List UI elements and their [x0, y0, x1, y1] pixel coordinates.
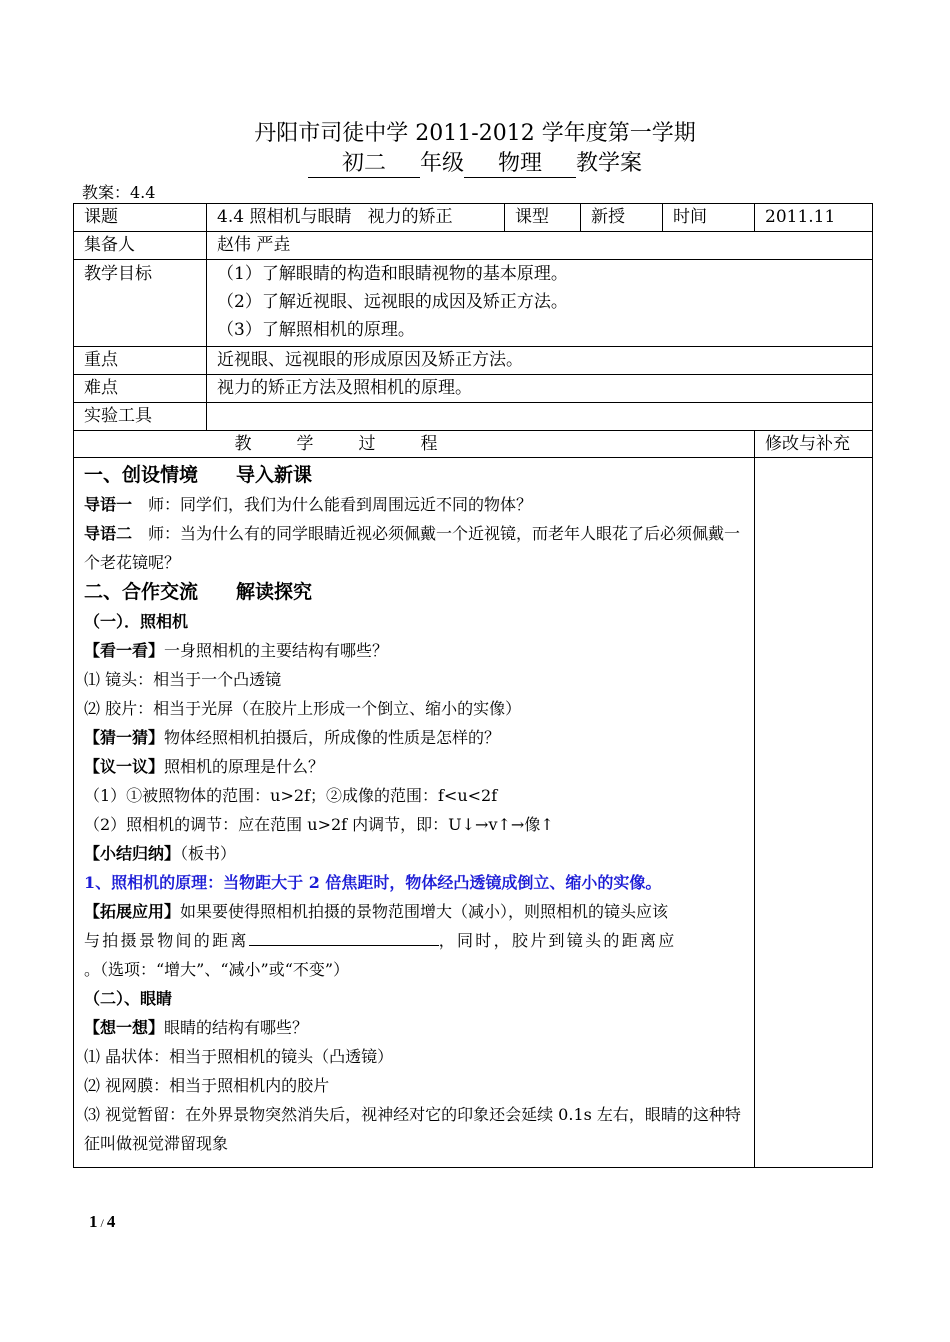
goal-item: （2）了解近视眼、远视眼的成因及矫正方法。	[217, 292, 568, 312]
type-label: 课型	[505, 204, 581, 232]
doc-type: 教学案	[576, 151, 643, 176]
goals-row	[74, 260, 873, 347]
key-label: 重点	[74, 347, 207, 375]
time-label: 时间	[663, 204, 755, 232]
grade-suffix: 年级	[419, 151, 464, 176]
process-content	[74, 458, 755, 1168]
plan-label: 教案：4.4	[82, 183, 156, 202]
prep-value: 赵伟 严垚	[207, 232, 873, 260]
adjust-item: （2）照相机的调节：应在范围 u>2f 内调节，即：U↓→v↑→像↑	[84, 815, 554, 834]
key-row	[74, 347, 873, 375]
process-header: 教 学 过 程	[74, 431, 755, 458]
persistence-item: ⑶ 视觉暂留：在外界景物突然消失后，视神经对它的印象还会延续 0.1s 左右，眼睛的这种特征叫做视觉滞留现象	[84, 1105, 741, 1153]
time-value: 2011.11	[755, 204, 873, 232]
key-value: 近视眼、远视眼的形成原因及矫正方法。	[207, 347, 873, 375]
section-heading: 二、合作交流 解读探究	[84, 581, 313, 603]
discuss-question: 【议一议】照相机的原理是什么？	[84, 757, 325, 776]
revise-header: 修改与补充	[755, 431, 873, 458]
goals-label: 教学目标	[74, 260, 207, 347]
grade-field: 初二	[308, 151, 420, 178]
topic-value: 4.4 照相机与眼睛 视力的矫正	[207, 204, 505, 232]
revise-column	[755, 458, 873, 1168]
answer-blank[interactable]	[249, 927, 439, 946]
think-question: 【想一想】眼睛的结构有哪些？	[84, 1018, 309, 1037]
extend-options: 。（选项：“增大”、“减小”或“不变”）	[84, 960, 350, 979]
topic-row	[74, 204, 873, 232]
tools-label: 实验工具	[74, 403, 207, 431]
subsection-heading: （二）、眼睛	[84, 989, 173, 1008]
tools-value	[207, 403, 873, 431]
range-item: （1）①被照物体的范围：u>2f；②成像的范围：f<u<2f	[84, 786, 498, 805]
guess-question: 【猜一猜】物体经照相机拍摄后，所成像的性质是怎样的？	[84, 728, 501, 747]
lesson-table	[73, 203, 873, 1168]
process-content-row	[74, 458, 873, 1168]
goals-list	[207, 260, 873, 347]
goal-item: （3）了解照相机的原理。	[217, 320, 415, 340]
goal-item: （1）了解眼睛的构造和眼睛视物的基本原理。	[217, 264, 568, 284]
principle-statement: 1、照相机的原理：当物距大于 2 倍焦距时，物体经凸透镜成倒立、缩小的实像。	[84, 873, 662, 892]
lead-two: 导语二 师：当为什么有的同学眼睛近视必须佩戴一个近视镜，而老年人眼花了后必须佩戴一个老花镜呢？	[84, 524, 741, 572]
document-subtitle	[0, 146, 950, 178]
prep-label: 集备人	[74, 232, 207, 260]
section-heading: 一、创设情境 导入新课	[84, 464, 313, 486]
topic-label: 课题	[74, 204, 207, 232]
lead-one: 导语一 师：同学们，我们为什么能看到周围远近不同的物体？	[84, 495, 533, 514]
look-question: 【看一看】一身照相机的主要结构有哪些？	[84, 641, 389, 660]
difficult-value: 视力的矫正方法及照相机的原理。	[207, 375, 873, 403]
type-value: 新授	[581, 204, 663, 232]
lens-item: ⑴ 镜头：相当于一个凸透镜	[84, 670, 282, 689]
extend-fill: 与拍摄景物间的距离 ，同时，胶片到镜头的距离应	[84, 926, 744, 955]
difficult-row	[74, 375, 873, 403]
retina-item: ⑵ 视网膜：相当于照相机内的胶片	[84, 1076, 330, 1095]
crystal-item: ⑴ 晶状体：相当于照相机的镜头（凸透镜）	[84, 1047, 394, 1066]
page-number: 1 / 4	[89, 1212, 116, 1231]
tools-row	[74, 403, 873, 431]
difficult-label: 难点	[74, 375, 207, 403]
prep-row	[74, 232, 873, 260]
subsection-heading: （一）．照相机	[84, 612, 189, 631]
film-item: ⑵ 胶片：相当于光屏（在胶片上形成一个倒立、缩小的实像）	[84, 699, 522, 718]
summary-heading: 【小结归纳】（板书）	[84, 844, 237, 863]
extend-question: 【拓展应用】如果要使得照相机拍摄的景物范围增大（减小），则照相机的镜头应该	[84, 902, 669, 921]
subject-field: 物理	[464, 151, 576, 178]
process-header-row	[74, 431, 873, 458]
document-title: 丹阳市司徒中学 2011-2012 学年度第一学期	[254, 121, 696, 146]
